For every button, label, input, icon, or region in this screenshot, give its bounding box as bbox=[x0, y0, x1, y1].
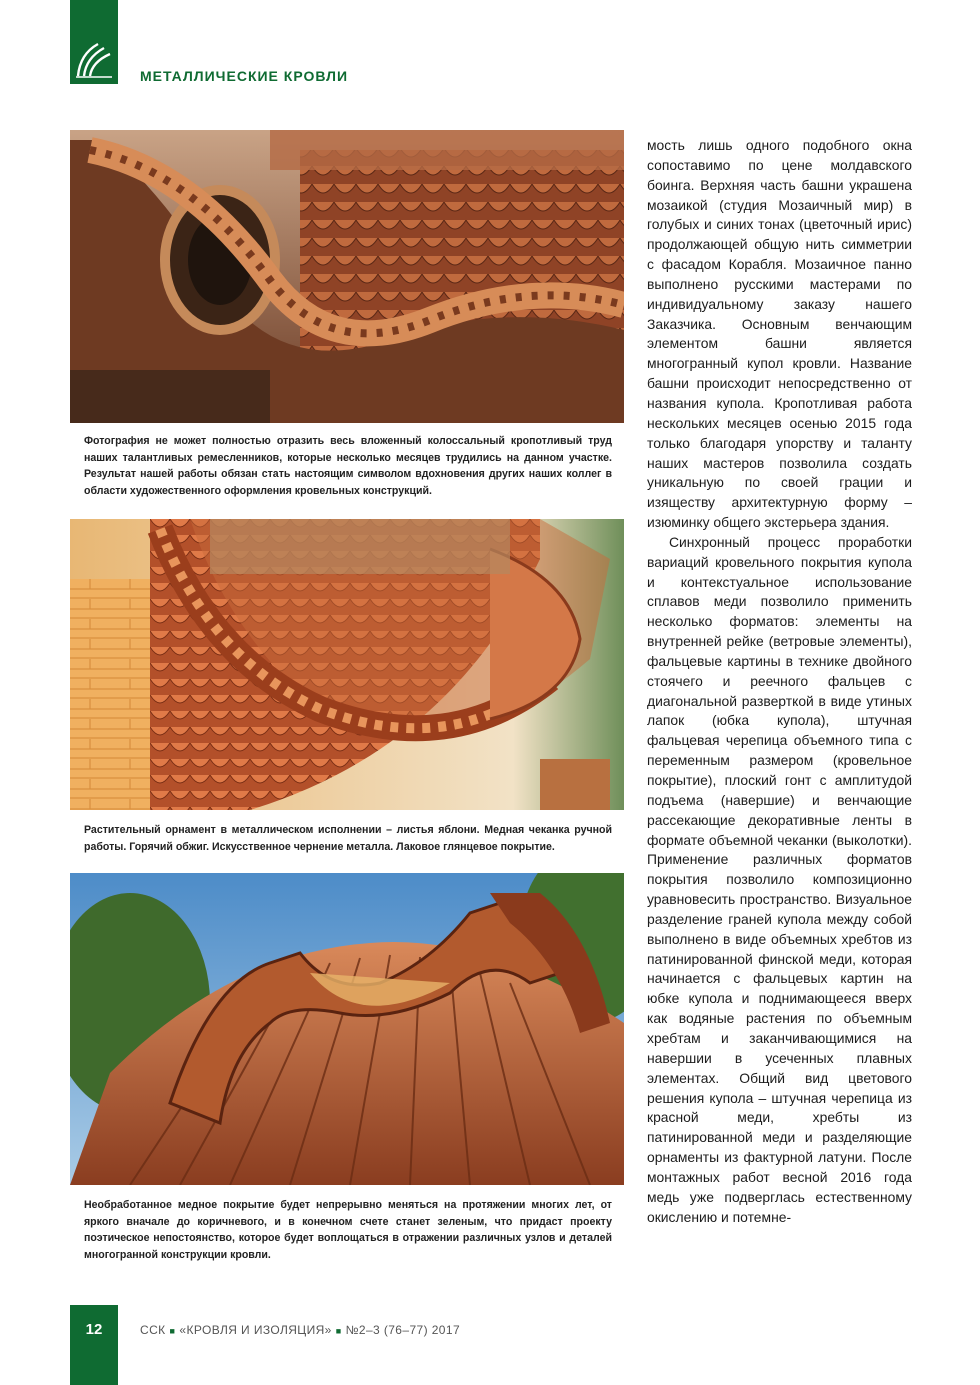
photo-caption-3: Необработанное медное покрытие будет непрерывно меняться на протяжении многих лет, от яркого вначале до коричневого, и в конечном счете станет зеленым, что придаст проекту поэтическое непостоянство, которое будет воплощаться в отражении различных узлов и деталей многогранной конструкции кровли. bbox=[84, 1199, 612, 1261]
article-body-column bbox=[647, 136, 912, 1227]
copper-scale-roof-photo bbox=[70, 519, 624, 810]
footer-issue: №2–3 (76–77) 2017 bbox=[345, 1323, 461, 1337]
footer-separator-icon: ■ bbox=[169, 1326, 176, 1336]
photo-caption-1: Фотография не может полностью отразить весь вложенный колоссальный кропотливый труд наших талантливых ремесленников, которые несколько месяцев трудились на данном участке. Результат нашей работы обязан стать настоящим символом вдохновения других наших коллег в области художественного оформления кровельных конструкций. bbox=[84, 435, 612, 497]
section-title: МЕТАЛЛИЧЕСКИЕ КРОВЛИ bbox=[140, 68, 349, 84]
header-green-tab bbox=[70, 0, 118, 84]
footer-magazine: «КРОВЛЯ И ИЗОЛЯЦИЯ» bbox=[179, 1323, 332, 1337]
publisher-logo-icon bbox=[74, 36, 114, 80]
footer-publication-line bbox=[140, 1323, 460, 1337]
copper-roof-ornament-photo bbox=[70, 130, 624, 423]
body-paragraph-1: мость лишь одного подобного окна сопоставимо по цене молдавского боинга. Верхняя часть башни украшена мозаикой (студия Мозаичный мир) в голубых и синих тонах (цветочный ирис) продолжающей общую нить симметрии с фасадом Корабля. Мозаичное панно выполнено русскими мастерами по индивидуальному заказу нашего Заказчика. Основным венчающим элементом башни является многогранный купол кровли. Название башни происходит непосредственно от названия купола. Кропотливая работа нескольких месяцев осенью 2015 года только благодаря упорству и таланту наших мастеров позволила создать уникальную по своей грации и изяществу архитектурную форму – изюминку общего экстерьера здания. bbox=[647, 137, 912, 531]
copper-dome-seam-photo bbox=[70, 873, 624, 1185]
footer-separator-icon: ■ bbox=[335, 1326, 342, 1336]
page-number: 12 bbox=[85, 1321, 103, 1338]
photo-caption-2: Растительный орнамент в металлическом исполнении – листья яблони. Медная чеканка ручной работы. Горячий обжиг. Искусственное чернение металла. Лаковое глянцевое покрытие. bbox=[84, 824, 612, 853]
footer-publisher: ССК bbox=[140, 1323, 166, 1337]
body-paragraph-2: Синхронный процесс проработки вариаций кровельного покрытия купола и контекстуальное использование сплавов меди позволило применить несколько форматов: элементы на внутренней рейке (ветровые элементы), фальцевые картины в технике двойного стоячего и реечного фальцев с диагональной разверткой в виде утиных лапок (юбка купола), штучная фальцевая черепица объемного типа с переменным размером (кровельное покрытие), плоский гонт с амплитудой подъема (навершие) и венчающие рассекающие декоративные ленты в формате объемной чеканки (выколотки). Применение различных форматов покрытия позволило композиционно уравновесить пространство. Визуальное разделение граней купола между собой выполнено в виде объемных хребтов из патинированной финской меди, которая начинается с фальцевых картин на юбке купола и поднимающееся вверх как водяные растения по объемным хребтам и заканчивающимися на навершии в усеченных плавных элементах. Общий вид цветового решения купола – штучная черепица из красной меди, хребты из патинированной меди и разделяющие орнаменты из фактурной латуни. После монтажных работ весной 2016 года медь уже подверглась естественному окислению и потемне- bbox=[647, 533, 912, 1225]
footer-green-tab bbox=[70, 1305, 118, 1385]
